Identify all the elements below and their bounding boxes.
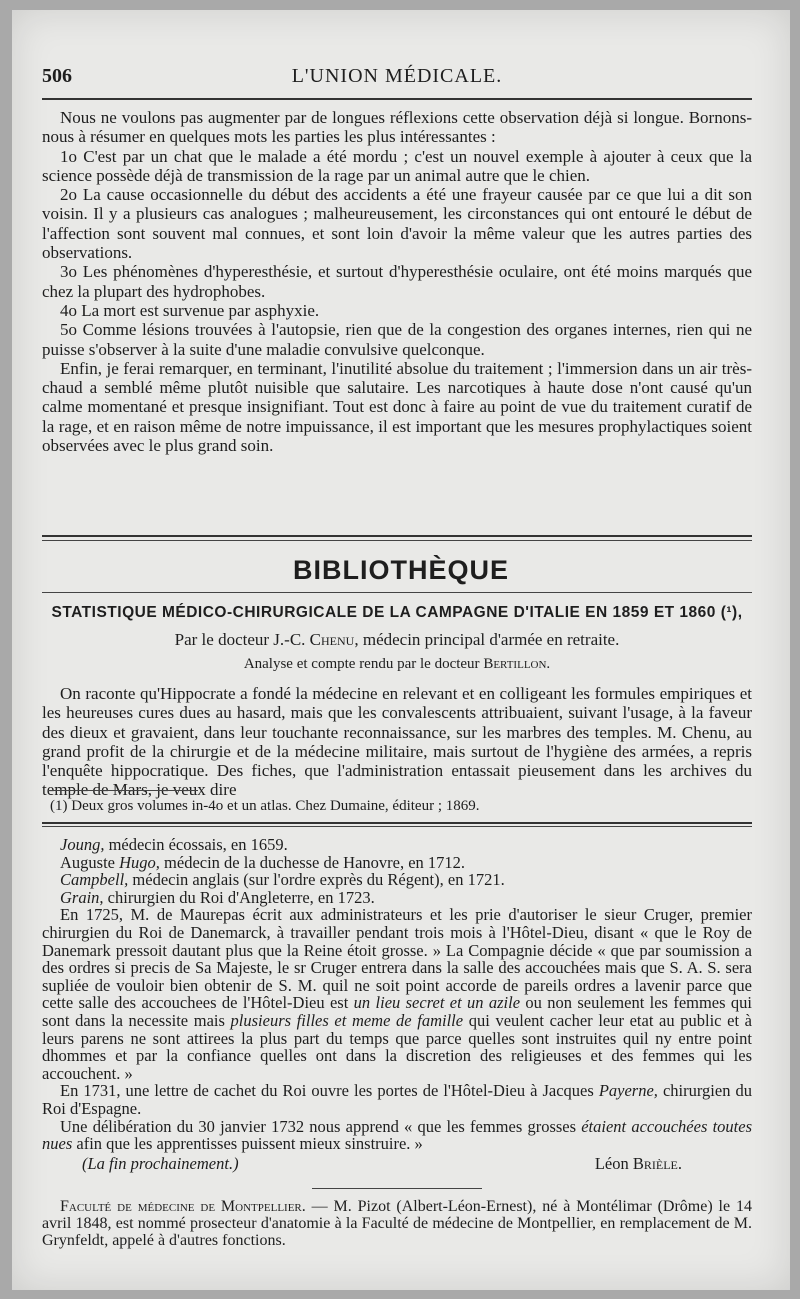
p3-emphasis: étaient accouchées toutes nues bbox=[42, 1116, 752, 1154]
paragraph-1725 bbox=[42, 906, 752, 1082]
entry-text: médecin de la duchesse de Hanovre, en 1712. bbox=[159, 852, 466, 872]
author-last-name: Brièle. bbox=[632, 1153, 682, 1173]
p1-text-a: En 1725, M. de Maurepas écrit aux administrateurs et les prie d'autoriser le sieur Cruger, premier chirurgien du Roi de Danemarck, à travailler pendant trois mois à l'Hôtel-Dieu, disant « que le Roy de Danemark pressoit dautant plus que la Reine étoit grosse. » La Compagnie décide « que par soumission a des ordres si precis de Sa Majeste, le sr Cruger entrera dans la salle des accouchées mais que S. A. S. sera supliée de vouloir bien obtenir de S. M. quil ne soit point accorde de pareils ordres a lavenir parce que cette salle des accouchees de l'Hôtel-Dieu est bbox=[42, 905, 752, 1013]
paragraph-1732 bbox=[42, 1118, 752, 1153]
byline bbox=[42, 630, 752, 650]
page-number: 506 bbox=[42, 65, 72, 87]
reviewer-name: Bertillon. bbox=[483, 656, 551, 672]
p1-text-c: qui veulent cacher leur etat au public et à leurs parens ne sont attirees la plus part du temps que parce quelles sont instruites quil ny entre point dhommes et par la confiance quelles ont dans la discretion des religieuses et des femmes qui les accouchent. » bbox=[42, 1010, 752, 1083]
point-4: 4o La mort est survenue par asphyxie. bbox=[60, 300, 320, 320]
header-rule bbox=[42, 98, 752, 100]
author-first-name: Léon bbox=[594, 1153, 629, 1173]
p2-emphasis: Payerne, bbox=[598, 1081, 658, 1101]
footnote: (1) Deux gros volumes in-4o et un atlas. Chez Dumaine, éditeur ; 1869. bbox=[50, 798, 480, 814]
entry-hugo bbox=[42, 854, 752, 872]
p1-emphasis-b: plusieurs filles et meme de famille bbox=[230, 1010, 464, 1030]
news-item bbox=[42, 1198, 752, 1249]
entry-name: Hugo, bbox=[119, 852, 160, 872]
review-prefix: Analyse et compte rendu par le docteur bbox=[243, 656, 480, 672]
p1-emphasis-a: un lieu secret et un azile bbox=[353, 993, 521, 1013]
point-1: 1o C'est par un chat que le malade a été mordu ; c'est un nouvel exemple à ajouter à ceux que la science possède déjà de transmission de la rage par un animal autre que le chien. bbox=[42, 146, 752, 185]
to-be-continued: (La fin prochainement.) bbox=[82, 1153, 239, 1173]
news-heading: Faculté de médecine de Montpellier. bbox=[60, 1198, 306, 1215]
byline-author: Chenu bbox=[309, 630, 355, 649]
bibliotheque-paragraph: On raconte qu'Hippocrate a fondé la médecine en relevant et en colligeant les formules empiriques et les heureuses cures dues au hasard, mais que les convalescents attribuaient, suivant l'usage, à la faveur des dieux et gravaient, dans leur touchante reconnaissance, sur les marbres des temples. M. Chenu, au grand profit de la chirurgie et de la médecine militaire, mais surtout de l'hygiène des armées, a repris l'enquête hippocratique. Des fiches, que l'administration entassait pieusement dans les archives du temple de Mars, je veux dire bbox=[42, 684, 752, 800]
point-5: 5o Comme lésions trouvées à l'autopsie, rien que de la congestion des organes internes, rien qui ne puisse s'observer à la suite d'une maladie convulsive quelconque. bbox=[42, 320, 752, 359]
news-paragraph bbox=[42, 1198, 752, 1249]
point-3: 3o Les phénomènes d'hyperesthésie, et surtout d'hyperesthésie oculaire, ont été moins marqués que chez la plupart des hydrophobes. bbox=[42, 262, 752, 301]
author-signature bbox=[595, 1155, 682, 1173]
p3-text-b: afin que les apprentisses puissent mieux sinstruire. » bbox=[72, 1134, 423, 1154]
entry-grain bbox=[42, 889, 752, 907]
news-text: — M. Pizot (Albert-Léon-Ernest), né à Montélimar (Drôme) le 14 avril 1848, est nommé prosecteur d'anatomie à la Faculté de médecine de Montpellier, en remplacement de M. Grynfeldt, appelé à d'autres fonctions. bbox=[42, 1198, 752, 1249]
byline-prefix: Par le docteur J.-C. bbox=[174, 630, 306, 649]
footnote-rule bbox=[48, 790, 198, 791]
lower-article bbox=[42, 836, 752, 1175]
p2-text-a: En 1731, une lettre de cachet du Roi ouvre les portes de l'Hôtel-Dieu à Jacques bbox=[60, 1081, 599, 1101]
intro-paragraph: Nous ne voulons pas augmenter par de longues réflexions cette observation déjà si longue. Bornons-nous à résumer en quelques mots les parties les plus intéressantes : bbox=[42, 108, 752, 147]
entry-campbell bbox=[42, 871, 752, 889]
p3-text-a: Une délibération du 30 janvier 1732 nous apprend « que les femmes grosses bbox=[60, 1116, 582, 1136]
journal-title: L'UNION MÉDICALE. bbox=[291, 65, 503, 87]
entry-prefix: Auguste bbox=[60, 852, 120, 872]
entry-name: Campbell, bbox=[60, 870, 129, 890]
entry-text: médecin anglais (sur l'ordre exprès du Régent), en 1721. bbox=[128, 870, 505, 890]
page-sheet bbox=[12, 10, 790, 1290]
conclusion-paragraph: Enfin, je ferai remarquer, en terminant, l'inutilité absolue du traitement ; l'immersion dans un air très-chaud a semblé même plutôt nuisible que salutaire. Les narcotiques à haute dose n'ont causé qu'un calme momentané et presque insignifiant. Tout est donc à faire au point de vue du traitement curatif de la rage, et en raison même de notre impuissance, il est important que les mesures prophylactiques soient observées avec le plus grand soin. bbox=[42, 358, 752, 456]
page-header bbox=[42, 65, 752, 95]
news-separator bbox=[312, 1188, 482, 1189]
section-rule-top-thin bbox=[42, 540, 752, 541]
top-article bbox=[42, 108, 752, 455]
signoff bbox=[42, 1155, 752, 1175]
review-credit bbox=[42, 656, 752, 673]
lower-rule-thin bbox=[42, 826, 752, 827]
entry-joung bbox=[42, 836, 752, 854]
section-title: BIBLIOTHÈQUE bbox=[292, 555, 509, 585]
p1-text-b: ou non seulement les femmes qui sont dans la necessite mais bbox=[42, 993, 752, 1030]
paragraph-1731 bbox=[42, 1082, 752, 1117]
section-rule-top bbox=[42, 535, 752, 537]
lower-rule bbox=[42, 822, 752, 824]
article-title: STATISTIQUE MÉDICO-CHIRURGICALE DE LA CAMPAGNE D'ITALIE EN 1859 ET 1860 (¹), bbox=[51, 604, 743, 621]
byline-suffix: , médecin principal d'armée en retraite. bbox=[354, 630, 620, 649]
entry-text: chirurgien du Roi d'Angleterre, en 1723. bbox=[103, 887, 375, 907]
section-title-rule bbox=[42, 592, 752, 593]
entry-text: médecin écossais, en 1659. bbox=[104, 835, 288, 854]
p2-text-b: chirurgien du Roi d'Espagne. bbox=[42, 1081, 752, 1118]
entry-name: Grain, bbox=[60, 887, 104, 907]
entry-name: Joung, bbox=[60, 835, 105, 854]
bibliotheque-body bbox=[42, 684, 752, 800]
point-2: 2o La cause occasionnelle du début des accidents a été une frayeur causée par ce que lui a dit son voisin. Il y a plusieurs cas analogues ; malheureusement, les circonstances qui ont entouré le début de l'affection sont souvent mal connues, et sont loin d'avoir la même valeur que les autres parties des observations. bbox=[42, 185, 752, 263]
